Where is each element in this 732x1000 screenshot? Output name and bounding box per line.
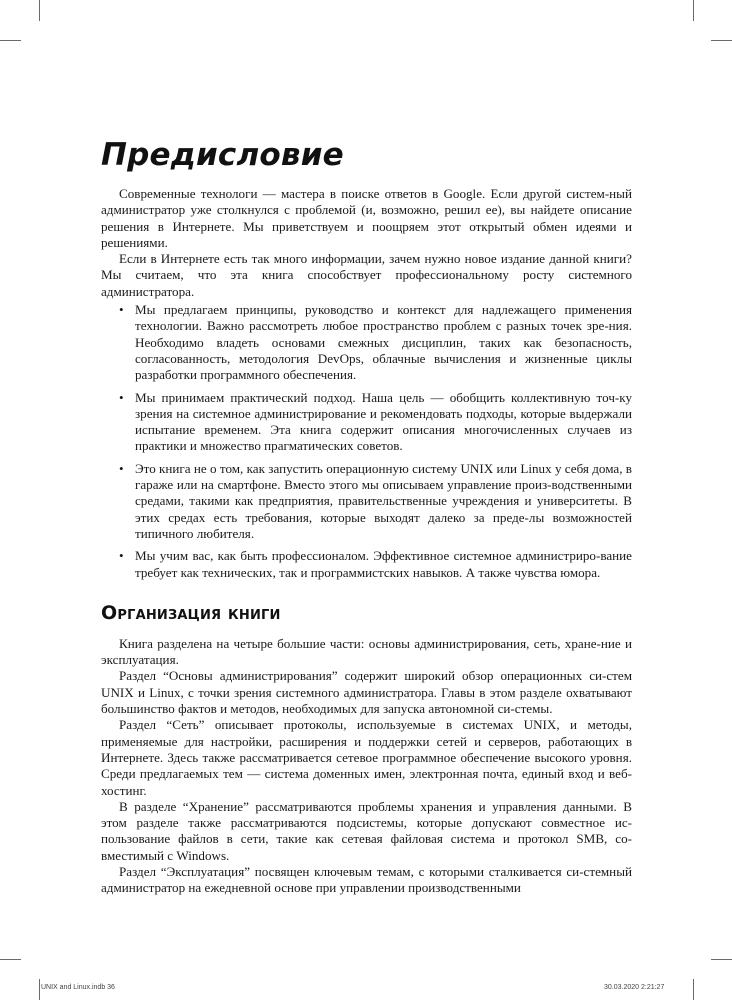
page-content: [101, 138, 632, 897]
bullet-item: [119, 302, 632, 383]
crop-mark-bottom-left: [39, 979, 40, 1000]
section-paragraph: Раздел “Сеть” описывает протоколы, используемые в системах UNIX, и методы, применяемые для настройки, расширения и поддержки сетей и серверов, работающих в Интернете. Здесь также рассматривается сетевое программное обеспечение высокого уровня. Среди предлагаемых тем — система доменных имен, электронная почта, единый вход и веб-хостинг.: [101, 717, 632, 798]
bullet-marker: •: [119, 302, 124, 318]
section-paragraph: Книга разделена на четыре большие части: основы администрирования, сеть, хране-ние и эксплуатация.: [101, 635, 632, 668]
crop-mark-left-top: [0, 40, 21, 41]
section-paragraph: Раздел “Основы администрирования” содержит широкий обзор операционных си-стем UNIX и Linux, с точки зрения системного администратора. Главы в этом разделе охватывают большинство фактов и методов, необходимых для запуска автономной си-стемы.: [101, 668, 632, 717]
section-title: Организация книги: [101, 601, 281, 624]
crop-mark-right-bottom: [711, 959, 732, 960]
bullet-text: Мы предлагаем принципы, руководство и контекст для надлежащего применения технологии. Важно рассмотреть любое пространство проблем с разных точек зре-ния. Необходимо владеть основами смежных дисциплин, таких как безопасность, согласованность, методология DevOps, облачные вычисления и жизненные циклы разработки программного обеспечения.: [135, 302, 632, 383]
crop-mark-top-left: [39, 0, 40, 21]
footer-left: UNIX and Linux.indb 36: [41, 984, 115, 991]
bullet-item: [119, 548, 632, 581]
bullet-text: Это книга не о том, как запустить операционную систему UNIX или Linux у себя дома, в гараже или на смартфоне. Вместо этого мы описываем управление произ-водственными средами, такими как предприятия, правительственные учреждения и университеты. В этих средах есть требования, которые выходят далеко за преде-лы возможностей типичного любителя.: [135, 460, 632, 541]
bullet-marker: •: [119, 389, 124, 405]
bullet-marker: •: [119, 460, 124, 476]
crop-mark-bottom-right: [693, 979, 694, 1000]
section-paragraph: В разделе “Хранение” рассматриваются проблемы хранения и управления данными. В этом разделе также рассматриваются подсистемы, которые допускают совместное ис-пользование файлов в сети, такие как сетевая файловая система и протокол SMB, со-вместимый с Windows.: [101, 798, 632, 863]
bullet-list: [101, 302, 632, 581]
bullet-item: [119, 460, 632, 542]
bullet-text: Мы учим вас, как быть профессионалом. Эффективное системное администриро-вание требует как технических, так и программистских навыков. А также чувства юмора.: [135, 548, 632, 580]
crop-mark-right-top: [711, 40, 732, 41]
intro-paragraph: Если в Интернете есть так много информации, зачем нужно новое издание данной книги? Мы считаем, что эта книга способствует профессиональному росту системного администратора.: [101, 251, 632, 299]
chapter-title: Предисловие: [101, 137, 344, 173]
bullet-item: [119, 389, 632, 455]
footer-right: 30.03.2020 2:21:27: [604, 984, 665, 991]
bullet-text: Мы принимаем практический подход. Наша цель — обобщить коллективную точ-ку зрения на системное администрирование и рекомендовать подходы, которые выдержали испытание временем. Эта книга содержит описания многочисленных случаев из практики и множество прагматических советов.: [135, 389, 632, 454]
crop-mark-top-right: [693, 0, 694, 21]
crop-mark-left-bottom: [0, 959, 21, 960]
bullet-marker: •: [119, 548, 124, 564]
section-paragraph: Раздел “Эксплуатация” посвящен ключевым темам, с которыми сталкивается си-стемный администратор на ежедневной основе при управлении производственными: [101, 863, 632, 896]
intro-paragraph: Современные технологи — мастера в поиске ответов в Google. Если другой систем-ный администратор уже столкнулся с проблемой (и, возможно, решил ее), вы найдете описание решения в Интернете. Мы приветствуем и поощряем этот открытый обмен идеями и решениями.: [101, 186, 632, 250]
